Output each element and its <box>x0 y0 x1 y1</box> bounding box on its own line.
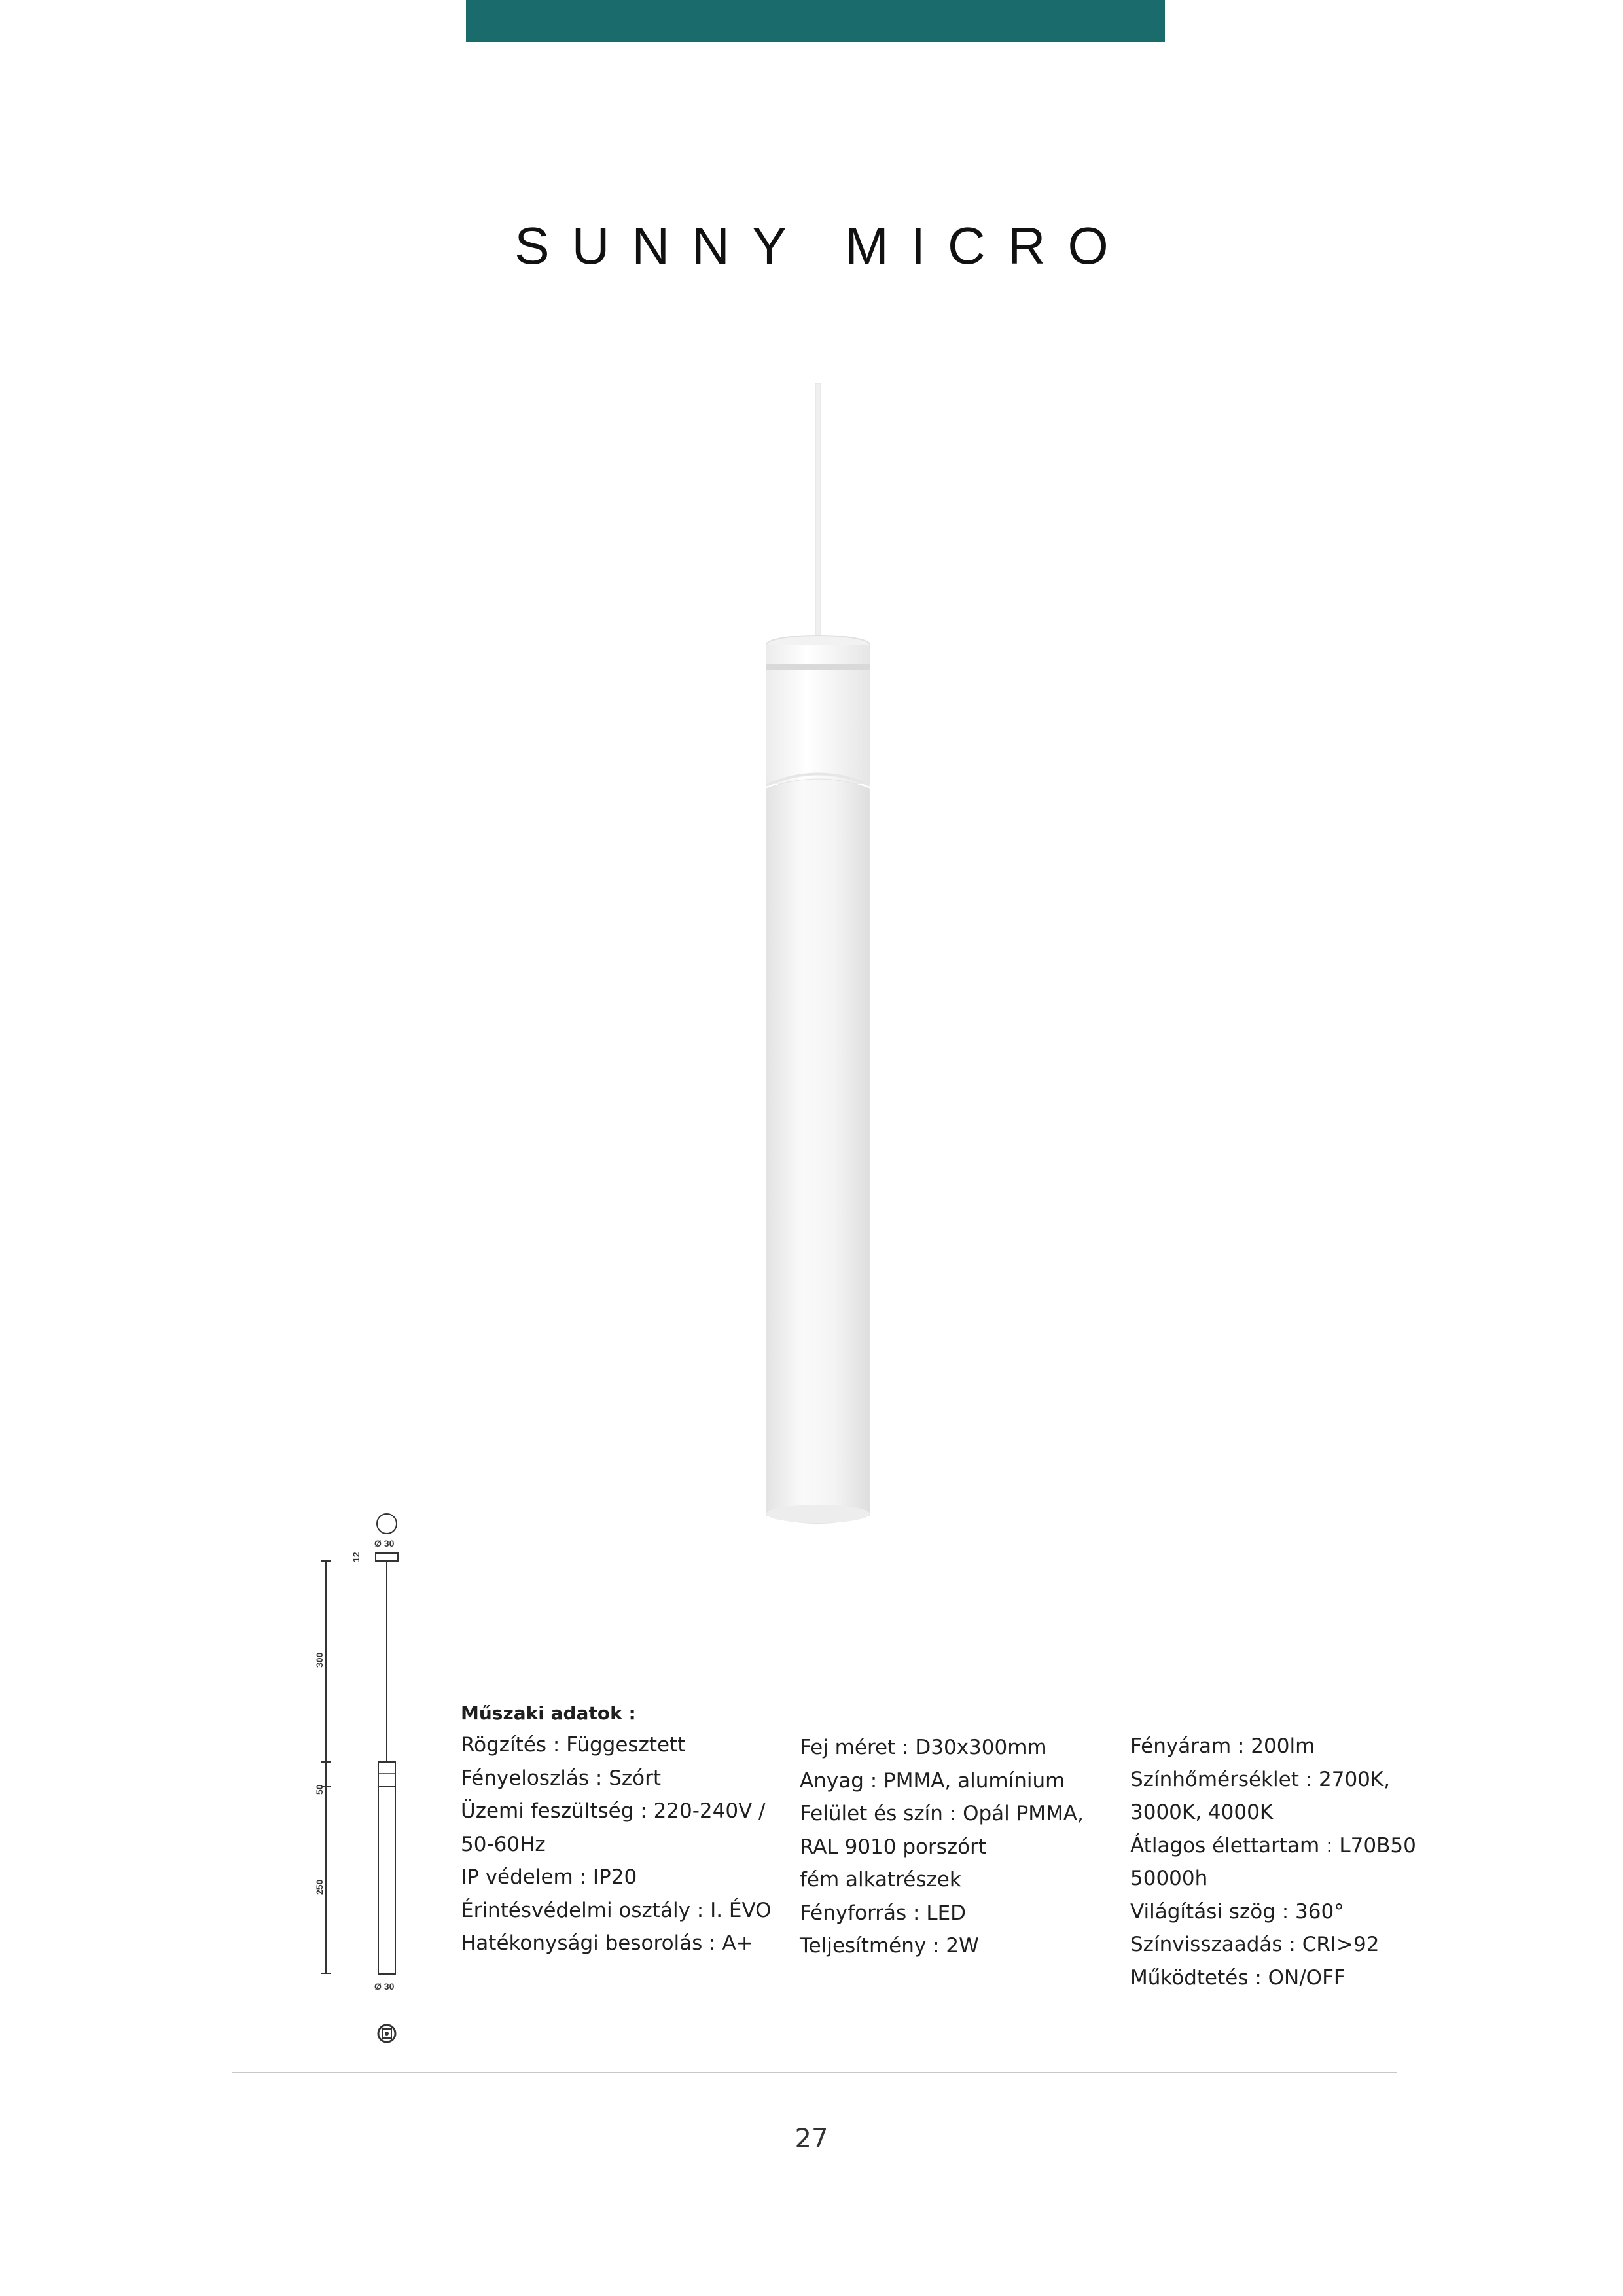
page-number: 27 <box>794 2124 829 2154</box>
diameter-bottom-label: Ø 30 <box>374 1981 395 1992</box>
spec-line: Fej méret : D30x300mm <box>800 1736 1047 1759</box>
product-photo <box>746 383 890 1535</box>
spec-line: Világítási szög : 360° <box>1130 1899 1344 1924</box>
spec-line: Színhőmérséklet : 2700K, <box>1130 1767 1391 1791</box>
spec-line: Színvisszaadás : CRI>92 <box>1130 1933 1380 1956</box>
spec-line: Teljesítmény : 2W <box>800 1934 979 1958</box>
spec-line: Átlagos élettartam : L70B50 <box>1130 1833 1416 1857</box>
dim-label-50: 50 <box>314 1784 325 1795</box>
spec-line: Fényforrás : LED <box>800 1901 967 1925</box>
spec-line: Hatékonysági besorolás : A+ <box>461 1931 753 1955</box>
spec-line: Érintésvédelmi osztály : I. ÉVO <box>461 1898 772 1922</box>
spec-line: 50-60Hz <box>461 1832 546 1856</box>
diameter-top-label: Ø 30 <box>374 1538 395 1549</box>
spec-line: Rögzítés : Függesztett <box>461 1733 686 1757</box>
spec-heading: Műszaki adatok : <box>461 1702 636 1724</box>
spec-line: Fényeloszlás : Szórt <box>461 1766 662 1790</box>
dim-label-300: 300 <box>314 1652 325 1668</box>
spec-line: RAL 9010 porszórt <box>800 1835 987 1859</box>
footer-divider <box>232 2072 1397 2073</box>
spec-line: 3000K, 4000K <box>1130 1801 1274 1824</box>
spec-column-2 <box>800 1731 1084 1963</box>
spec-line: Anyag : PMMA, alumínium <box>800 1768 1065 1793</box>
spec-line: 50000h <box>1130 1867 1208 1890</box>
top-view-circle <box>377 1514 397 1534</box>
spec-line: fém alkatrészek <box>800 1868 961 1892</box>
spec-column-3 <box>1130 1730 1416 1994</box>
header-accent-bar <box>466 0 1165 42</box>
spec-line: Felület és szín : Opál PMMA, <box>800 1802 1084 1825</box>
spec-line: Működtetés : ON/OFF <box>1130 1965 1346 1990</box>
dim-label-250: 250 <box>314 1879 325 1895</box>
technical-drawing <box>308 1505 412 2055</box>
spec-line: Üzemi feszültség : 220-240V / <box>461 1799 766 1823</box>
spec-line: Fényáram : 200lm <box>1130 1734 1315 1758</box>
product-title: SUNNY MICRO <box>514 217 1131 275</box>
spec-column-1 <box>461 1698 772 1960</box>
spec-line: IP védelem : IP20 <box>461 1865 637 1889</box>
dim-label-12: 12 <box>351 1552 361 1562</box>
